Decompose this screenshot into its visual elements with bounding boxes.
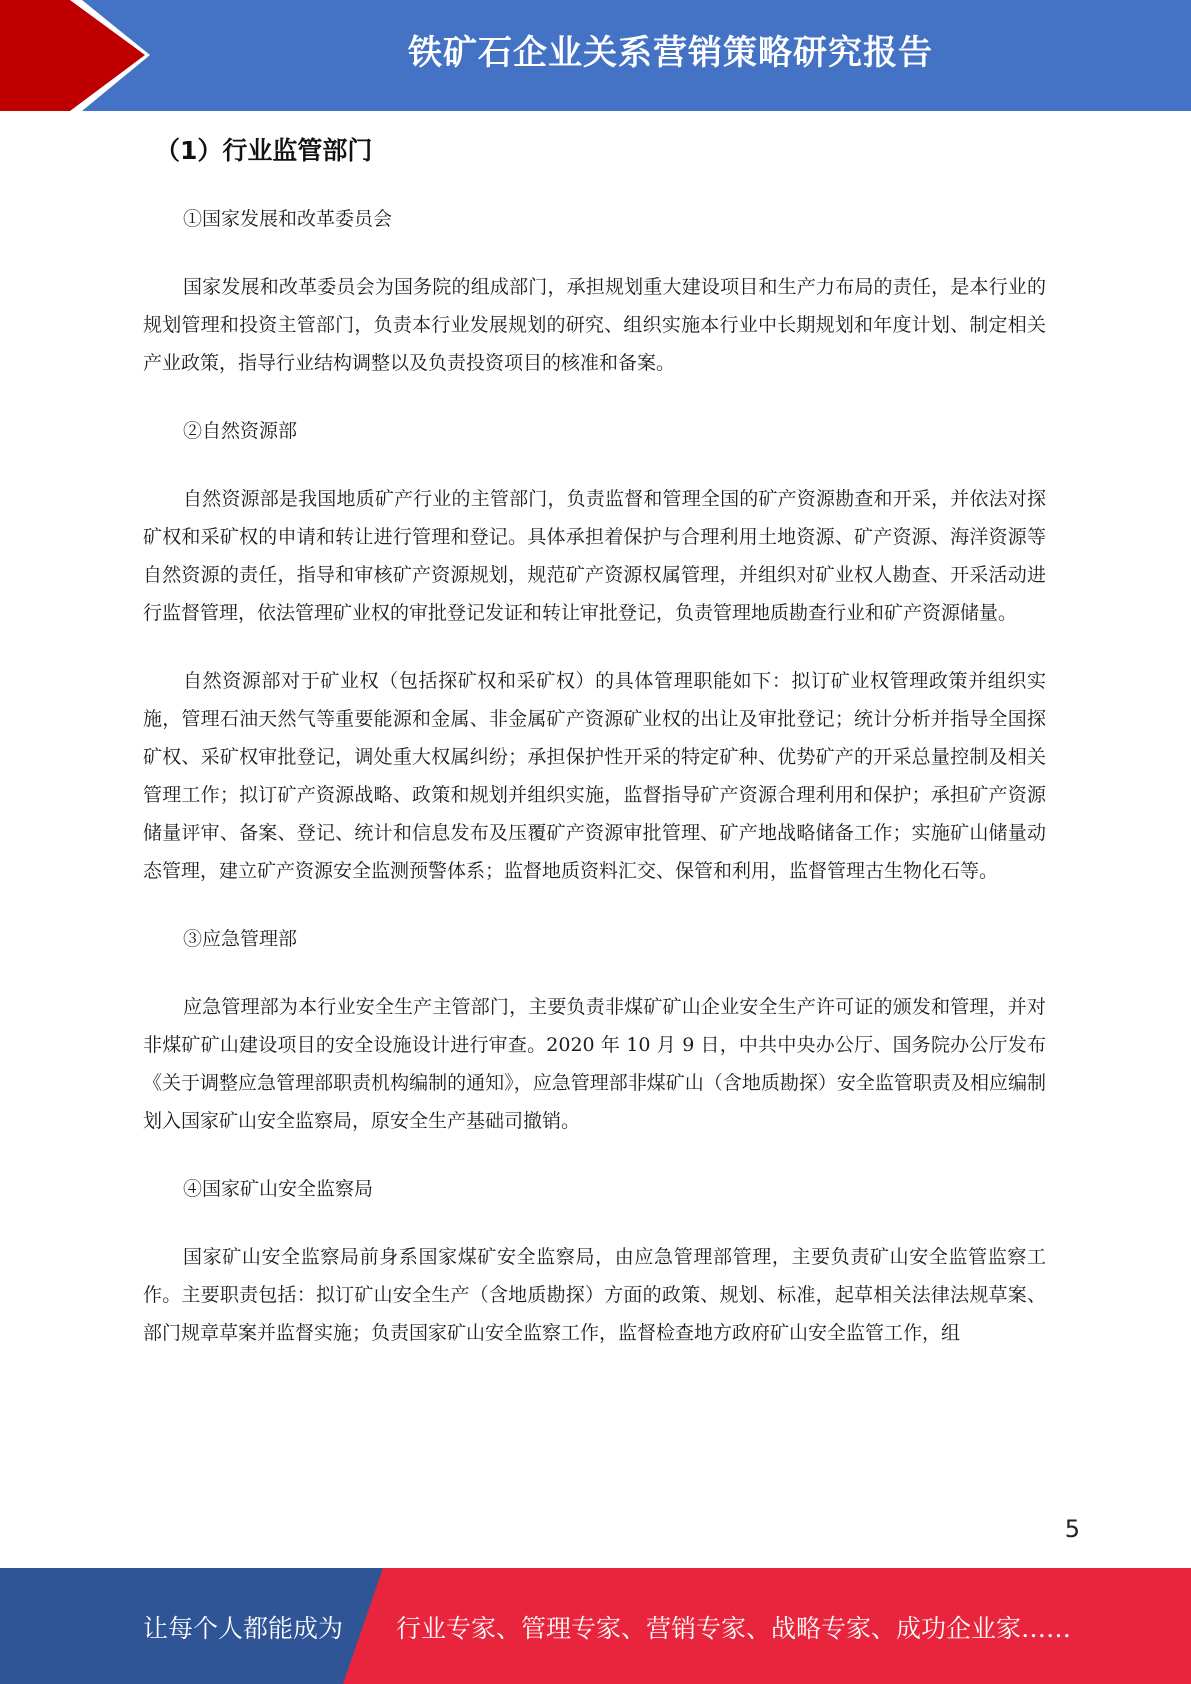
paragraph: 国家矿山安全监察局前身系国家煤矿安全监察局，由应急管理部管理，主要负责矿山安全监管监察工作。主要职责包括：拟订矿山安全生产（含地质勘探）方面的政策、规划、标准，起草相关法律法规草案、部门规章草案并监督实施；负责国家矿山安全监察工作，监督检查地方政府矿山安全监管工作，组 xyxy=(143,1246,1046,1344)
paragraph: 国家发展和改革委员会为国务院的组成部门，承担规划重大建设项目和生产力布局的责任，是本行业的规划管理和投资主管部门，负责本行业发展规划的研究、组织实施本行业中长期规划和年度计划、制定相关产业政策，指导行业结构调整以及负责投资项目的核准和备案。 xyxy=(143,276,1046,374)
report-title: 铁矿石企业关系营销策略研究报告 xyxy=(408,33,933,73)
sub-heading: ①国家发展和改革委员会 xyxy=(183,208,393,230)
section-heading: （1）行业监管部门 xyxy=(155,136,373,165)
section-item-3 xyxy=(143,920,1046,1140)
section-item-1 xyxy=(143,200,1046,382)
footer-slogan-left: 让每个人都能成为 xyxy=(143,1614,344,1643)
header-chevron-decoration xyxy=(0,0,150,111)
section-item-4 xyxy=(143,1170,1046,1352)
page-number: 5 xyxy=(1064,1515,1080,1543)
sub-heading: ④国家矿山安全监察局 xyxy=(183,1178,374,1200)
page-content xyxy=(143,128,1046,1352)
footer-slogan-right: 行业专家、管理专家、营销专家、战略专家、成功企业家…… xyxy=(396,1614,1072,1643)
header-banner xyxy=(0,0,1191,111)
paragraph: 自然资源部对于矿业权（包括探矿权和采矿权）的具体管理职能如下：拟订矿业权管理政策并组织实施，管理石油天然气等重要能源和金属、非金属矿产资源矿业权的出让及审批登记；统计分析并指导全国探矿权、采矿权审批登记，调处重大权属纠纷；承担保护性开采的特定矿种、优势矿产的开采总量控制及相关管理工作；拟订矿产资源战略、政策和规划并组织实施，监督指导矿产资源合理利用和保护；承担矿产资源储量评审、备案、登记、统计和信息发布及压覆矿产资源审批管理、矿产地战略储备工作；实施矿山储量动态管理，建立矿产资源安全监测预警体系；监督地质资料汇交、保管和利用，监督管理古生物化石等。 xyxy=(143,670,1046,882)
sub-heading: ③应急管理部 xyxy=(183,928,298,950)
footer-banner xyxy=(0,1568,1191,1684)
paragraph: 应急管理部为本行业安全生产主管部门，主要负责非煤矿矿山企业安全生产许可证的颁发和管理，并对非煤矿矿山建设项目的安全设施设计进行审查。2020 年 10 月 9 日，中共中央办公厅、国务院办公厅发布《关于调整应急管理部职责机构编制的通知》，应急管理部非煤矿山（含地质勘探）安全监管职责及相应编制划入国家矿山安全监察局，原安全生产基础司撤销。 xyxy=(143,996,1046,1132)
paragraph: 自然资源部是我国地质矿产行业的主管部门，负责监督和管理全国的矿产资源勘查和开采，并依法对探矿权和采矿权的申请和转让进行管理和登记。具体承担着保护与合理利用土地资源、矿产资源、海洋资源等自然资源的责任，指导和审核矿产资源规划，规范矿产资源权属管理，并组织对矿业权人勘查、开采活动进行监督管理，依法管理矿业权的审批登记发证和转让审批登记，负责管理地质勘查行业和矿产资源储量。 xyxy=(143,488,1046,624)
sub-heading: ②自然资源部 xyxy=(183,420,298,442)
section-item-2 xyxy=(143,412,1046,890)
